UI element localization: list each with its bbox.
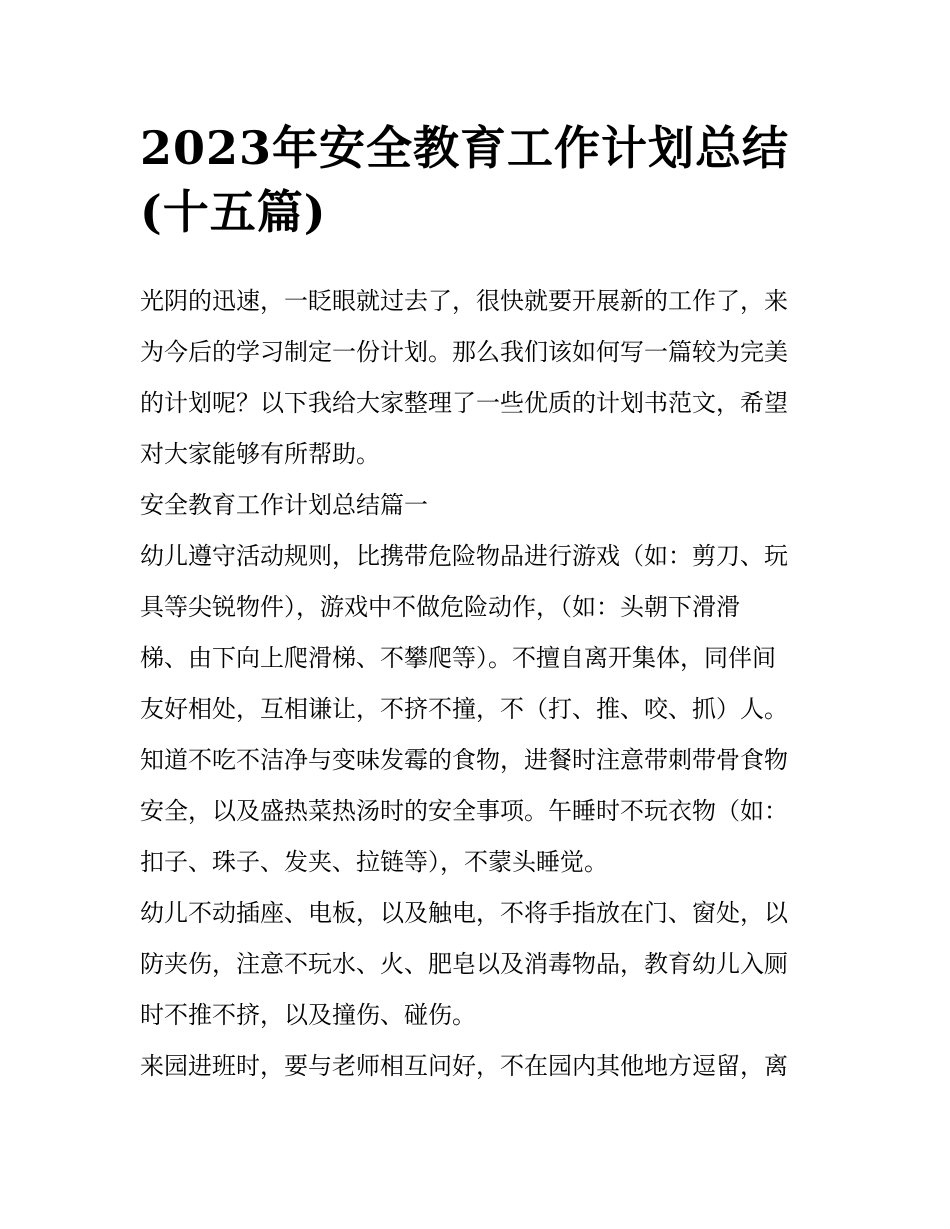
body-paragraph — [140, 1045, 820, 1096]
text-line: 为今后的学习制定一份计划。那么我们该如何写一篇较为完美 — [140, 338, 788, 366]
text-line: 时不推不挤，以及撞伤、碰伤。 — [140, 1001, 476, 1029]
text-line: 的计划呢？以下我给大家整理了一些优质的计划书范文，希望 — [140, 389, 788, 417]
text-line: 对大家能够有所帮助。 — [140, 440, 380, 468]
body-paragraph — [140, 535, 820, 892]
section-heading — [140, 484, 820, 535]
text-line: 安全，以及盛热菜热汤时的安全事项。午睡时不玩衣物（如： — [140, 797, 788, 825]
text-line: 知道不吃不洁净与变味发霉的食物，进餐时注意带刺带骨食物 — [140, 746, 788, 774]
text-line: 梯、由下向上爬滑梯、不攀爬等）。不擅自离开集体，同伴间 — [140, 644, 776, 672]
intro-paragraph — [140, 280, 820, 484]
text-line: 幼儿遵守活动规则，比携带危险物品进行游戏（如：剪刀、玩 — [140, 542, 788, 570]
text-line: 具等尖锐物件），游戏中不做危险动作，（如：头朝下滑滑 — [140, 593, 740, 621]
body-paragraph — [140, 892, 820, 1045]
text-line: 扣子、珠子、发夹、拉链等），不蒙头睡觉。 — [140, 848, 608, 876]
title-line: 2023年安全教育工作计划总结 — [140, 121, 790, 175]
text-line: 光阴的迅速，一眨眼就过去了，很快就要开展新的工作了，来 — [140, 287, 788, 315]
text-line: 安全教育工作计划总结篇一 — [140, 491, 428, 519]
title-line: (十五篇) — [140, 185, 327, 239]
text-line: 来园进班时，要与老师相互问好，不在园内其他地方逗留，离 — [140, 1052, 788, 1080]
document-body — [140, 280, 820, 1096]
text-line: 防夹伤，注意不玩水、火、肥皂以及消毒物品，教育幼儿入厕 — [140, 950, 788, 978]
document-title — [140, 116, 820, 244]
text-line: 幼儿不动插座、电板，以及触电，不将手指放在门、窗处，以 — [140, 899, 788, 927]
text-line: 友好相处，互相谦让，不挤不撞，不（打、推、咬、抓）人。 — [140, 695, 788, 723]
